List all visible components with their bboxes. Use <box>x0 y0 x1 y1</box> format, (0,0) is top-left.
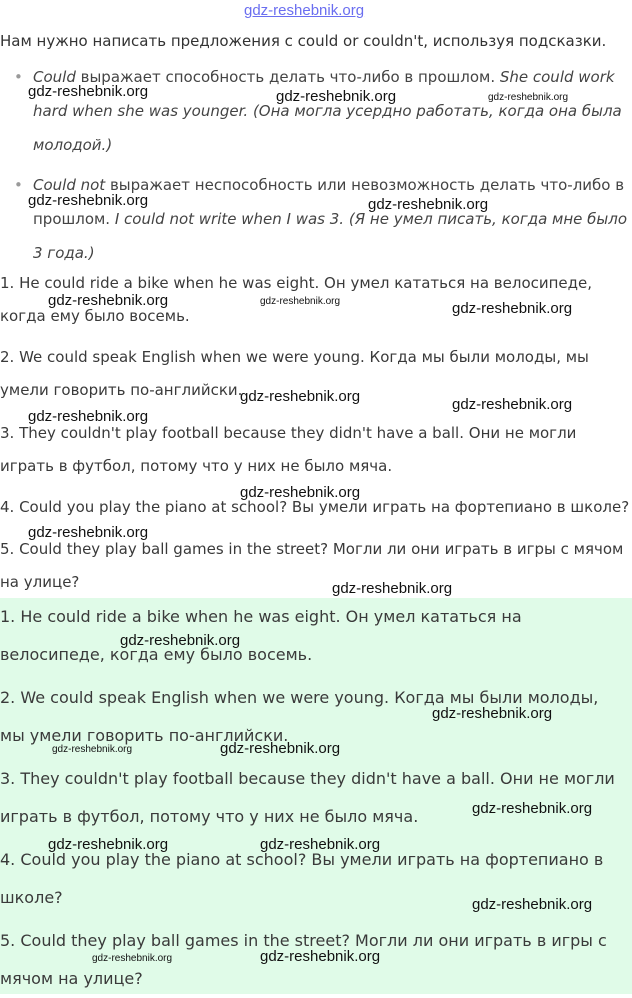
answer-1: 1. He could ride a bike when he was eight. Он умел кататься на велосипеде, когда ему было восемь. <box>0 607 522 664</box>
watermark: gdz-reshebnik.org <box>260 296 341 307</box>
watermark: gdz-reshebnik.org <box>240 484 361 501</box>
watermark: gdz-reshebnik.org <box>452 300 573 317</box>
watermark: gdz-reshebnik.org <box>48 836 169 853</box>
bullet-text: выражает способность делать что-либо в прошлом. <box>75 68 500 86</box>
watermark: gdz-reshebnik.org <box>28 408 149 425</box>
answer-2: 2. We could speak English when we were young. Когда мы были молоды, мы умели говорить по-английски. <box>0 688 599 745</box>
watermark: gdz-reshebnik.org <box>368 196 489 213</box>
watermark: gdz-reshebnik.org <box>28 83 149 100</box>
watermark: gdz-reshebnik.org <box>488 92 569 103</box>
bullet-term: Could not <box>33 176 106 194</box>
watermark: gdz-reshebnik.org <box>276 88 397 105</box>
watermark: gdz-reshebnik.org <box>260 836 381 853</box>
watermark: gdz-reshebnik.org <box>240 388 361 405</box>
watermark: gdz-reshebnik.org <box>260 948 381 965</box>
bullet-example: I could not write when I was 3. (Я не умел писать, когда мне было 3 года.) <box>33 210 628 262</box>
watermark: gdz-reshebnik.org <box>52 744 133 755</box>
watermark: gdz-reshebnik.org <box>472 800 593 817</box>
watermark: gdz-reshebnik.org <box>120 632 241 649</box>
answer-box <box>0 598 632 994</box>
bullet-dot: • <box>14 68 23 86</box>
intro-text: Нам нужно написать предложения с could or couldn't, используя подсказки. <box>0 32 607 50</box>
answer-4: 4. Could you play the piano at school? Вы умели играть на фортепиано в школе? <box>0 850 604 907</box>
bullet-could <box>14 60 630 162</box>
site-link[interactable]: gdz-reshebnik.org <box>244 2 365 19</box>
sentence-3: 3. They couldn't play football because they didn't have a ball. Они не могли играть в футбол, потому что у них не было мяча. <box>0 424 577 475</box>
watermark: gdz-reshebnik.org <box>92 953 173 964</box>
watermark: gdz-reshebnik.org <box>48 292 169 309</box>
answer-5: 5. Could they play ball games in the street? Могли ли они играть в игры с мячом на улице? <box>0 931 607 988</box>
watermark: gdz-reshebnik.org <box>28 192 149 209</box>
sentence-1: 1. He could ride a bike when he was eight. Он умел кататься на велосипеде, когда ему было восемь. <box>0 274 593 325</box>
watermark: gdz-reshebnik.org <box>472 896 593 913</box>
sentence-5: 5. Could they play ball games in the street? Могли ли они играть в игры с мячом на улице? <box>0 540 624 591</box>
sentence-2: 2. We could speak English when we were young. Когда мы были молоды, мы умели говорить по-английски. <box>0 348 589 399</box>
bullet-text: выражает неспособность или невозможность делать что-либо в прошлом. <box>33 176 625 228</box>
watermark: gdz-reshebnik.org <box>332 580 453 597</box>
sentence-4: 4. Could you play the piano at school? Вы умели играть на фортепиано в школе? <box>0 498 630 516</box>
bullet-example: She could work hard when she was younger. (Она могла усердно работать, когда она была молодой.) <box>33 68 622 154</box>
watermark: gdz-reshebnik.org <box>28 524 149 541</box>
answer-3: 3. They couldn't play football because they didn't have a ball. Они не могли играть в футбол, потому что у них не было мяча. <box>0 769 615 826</box>
watermark: gdz-reshebnik.org <box>432 705 553 722</box>
bullet-dot: • <box>14 176 23 194</box>
bullet-could-not <box>14 168 630 270</box>
bullet-term: Could <box>33 68 76 86</box>
watermark: gdz-reshebnik.org <box>220 740 341 757</box>
watermark: gdz-reshebnik.org <box>452 396 573 413</box>
